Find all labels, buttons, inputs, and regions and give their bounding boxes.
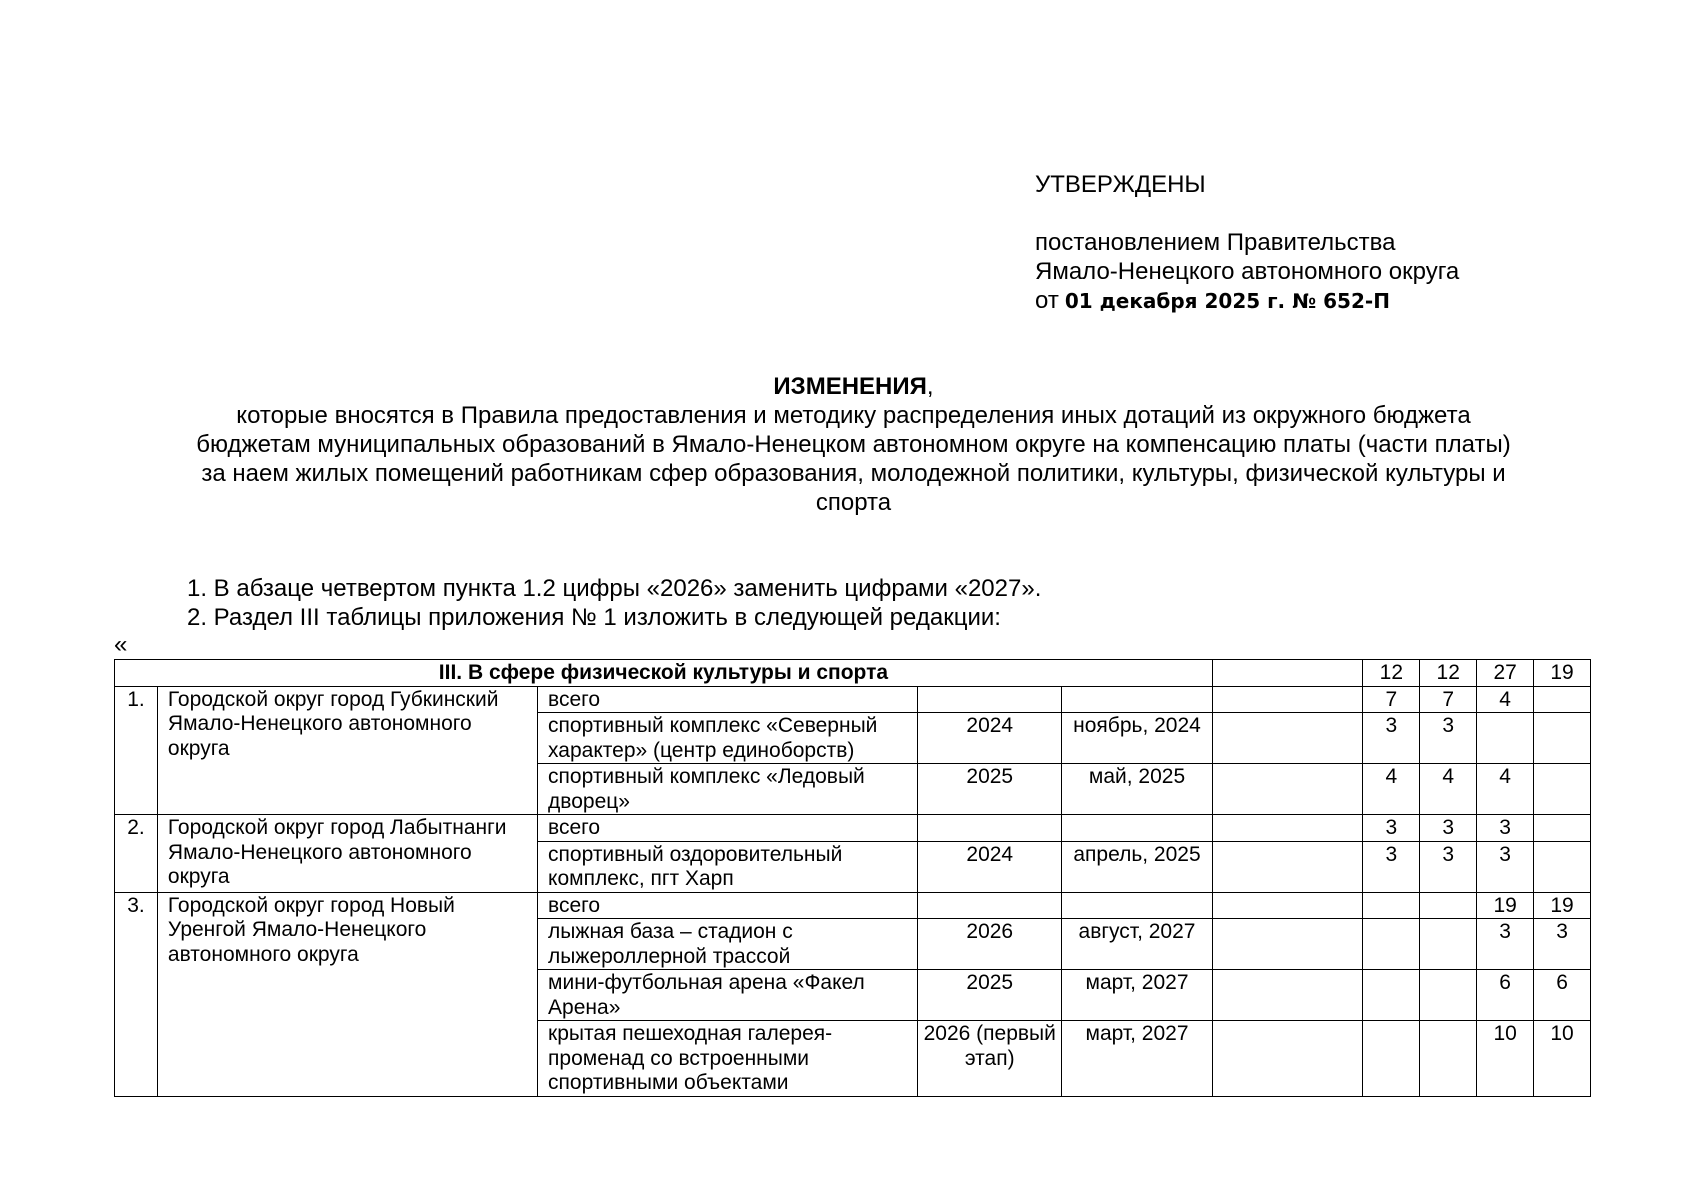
value-cell-2: 3 <box>1420 841 1477 892</box>
value-cell-4 <box>1534 815 1591 842</box>
object-name: лыжная база – стадион с лыжероллерной трассой <box>538 919 918 970</box>
object-term: март, 2027 <box>1062 970 1213 1021</box>
object-year: 2025 <box>918 764 1062 815</box>
value-cell-4: 6 <box>1534 970 1591 1021</box>
approval-date-line <box>1035 286 1459 316</box>
blank-cell <box>1212 892 1363 919</box>
amendment-items <box>187 574 1041 632</box>
value-cell-1 <box>1363 1021 1420 1097</box>
value-cell-4 <box>1534 713 1591 764</box>
blank-cell <box>1212 970 1363 1021</box>
heading-line-4: спорта <box>815 489 892 516</box>
table-row <box>115 686 1591 713</box>
value-cell-2 <box>1420 970 1477 1021</box>
object-term: май, 2025 <box>1062 764 1213 815</box>
section-header-row <box>115 660 1591 687</box>
municipality-name: Городской округ город Губкинский Ямало-Ненецкого автономного округа <box>157 686 537 815</box>
blank-cell <box>1212 1021 1363 1097</box>
object-term: август, 2027 <box>1062 919 1213 970</box>
approval-block <box>1035 170 1459 316</box>
heading-line-2: бюджетам муниципальных образований в Ямало-Ненецком автономном округе на компенсацию платы (части платы) <box>196 431 1511 458</box>
object-term: март, 2027 <box>1062 1021 1213 1097</box>
amendment-item-2: 2. Раздел III таблицы приложения № 1 изложить в следующей редакции: <box>187 604 1001 631</box>
value-cell-1: 7 <box>1363 686 1420 713</box>
object-year <box>918 686 1062 713</box>
document-heading <box>100 372 1607 517</box>
section-value-2: 12 <box>1420 660 1477 687</box>
amendment-item-1: 1. В абзаце четвертом пункта 1.2 цифры «2026» заменить цифрами «2027». <box>187 575 1042 602</box>
table-row <box>115 892 1591 919</box>
value-cell-4: 19 <box>1534 892 1591 919</box>
municipality-name: Городской округ город Новый Уренгой Ямало-Ненецкого автономного округа <box>157 892 537 1096</box>
municipality-name: Городской округ город Лабытнанги Ямало-Ненецкого автономного округа <box>157 815 537 893</box>
blank-cell <box>1212 713 1363 764</box>
value-cell-3: 4 <box>1477 686 1534 713</box>
section-title: III. В сфере физической культуры и спорта <box>115 660 1213 687</box>
value-cell-4 <box>1534 764 1591 815</box>
object-name: всего <box>538 686 918 713</box>
section-value-4: 19 <box>1534 660 1591 687</box>
value-cell-1: 3 <box>1363 815 1420 842</box>
value-cell-1 <box>1363 970 1420 1021</box>
value-cell-4: 3 <box>1534 919 1591 970</box>
value-cell-1: 4 <box>1363 764 1420 815</box>
object-name: спортивный комплекс «Северный характер» (центр единоборств) <box>538 713 918 764</box>
value-cell-3: 3 <box>1477 919 1534 970</box>
object-term <box>1062 815 1213 842</box>
date-prefix: от <box>1035 287 1059 314</box>
blank-cell <box>1212 686 1363 713</box>
value-cell-3: 19 <box>1477 892 1534 919</box>
value-cell-2: 7 <box>1420 686 1477 713</box>
object-name: всего <box>538 892 918 919</box>
object-name: спортивный комплекс «Ледовый дворец» <box>538 764 918 815</box>
object-year: 2026 (первый этап) <box>918 1021 1062 1097</box>
heading-title: ИЗМЕНЕНИЯ <box>773 373 927 400</box>
object-term: апрель, 2025 <box>1062 841 1213 892</box>
value-cell-1 <box>1363 919 1420 970</box>
heading-line-1: которые вносятся в Правила предоставления и методику распределения иных дотаций из окружного бюджета <box>236 402 1471 429</box>
value-cell-2 <box>1420 892 1477 919</box>
value-cell-3 <box>1477 713 1534 764</box>
value-cell-2: 4 <box>1420 764 1477 815</box>
object-year: 2024 <box>918 841 1062 892</box>
object-name: мини-футбольная арена «Факел Арена» <box>538 970 918 1021</box>
value-cell-3: 4 <box>1477 764 1534 815</box>
object-year: 2024 <box>918 713 1062 764</box>
blank-cell <box>1212 919 1363 970</box>
empty-cell <box>1212 660 1363 687</box>
value-cell-4: 10 <box>1534 1021 1591 1097</box>
value-cell-3: 3 <box>1477 841 1534 892</box>
section-value-1: 12 <box>1363 660 1420 687</box>
opening-quote: « <box>114 631 128 658</box>
heading-title-comma: , <box>926 373 934 400</box>
sports-section-table <box>114 659 1591 1097</box>
object-name: всего <box>538 815 918 842</box>
approval-line-1: постановлением Правительства <box>1035 229 1396 256</box>
value-cell-4 <box>1534 686 1591 713</box>
value-cell-3: 3 <box>1477 815 1534 842</box>
value-cell-3: 6 <box>1477 970 1534 1021</box>
object-year <box>918 892 1062 919</box>
group-number: 3. <box>115 892 158 1096</box>
value-cell-1: 3 <box>1363 841 1420 892</box>
value-cell-1: 3 <box>1363 713 1420 764</box>
value-cell-2: 3 <box>1420 815 1477 842</box>
object-term <box>1062 892 1213 919</box>
decree-date-number: 01 декабря 2025 г. № 652-П <box>1064 289 1390 313</box>
object-year: 2025 <box>918 970 1062 1021</box>
section-value-3: 27 <box>1477 660 1534 687</box>
blank-cell <box>1212 841 1363 892</box>
value-cell-4 <box>1534 841 1591 892</box>
value-cell-1 <box>1363 892 1420 919</box>
approval-line-2: Ямало-Ненецкого автономного округа <box>1035 258 1460 285</box>
value-cell-2 <box>1420 1021 1477 1097</box>
object-term: ноябрь, 2024 <box>1062 713 1213 764</box>
object-name: спортивный оздоровительный комплекс, пгт Харп <box>538 841 918 892</box>
object-term <box>1062 686 1213 713</box>
object-year <box>918 815 1062 842</box>
value-cell-3: 10 <box>1477 1021 1534 1097</box>
approved-label: УТВЕРЖДЕНЫ <box>1035 171 1206 198</box>
value-cell-2 <box>1420 919 1477 970</box>
object-year: 2026 <box>918 919 1062 970</box>
heading-line-3: за наем жилых помещений работникам сфер образования, молодежной политики, культуры, физической культуры и <box>201 460 1506 487</box>
blank-cell <box>1212 815 1363 842</box>
group-number: 2. <box>115 815 158 893</box>
value-cell-2: 3 <box>1420 713 1477 764</box>
heading-title-line <box>100 372 1607 401</box>
group-number: 1. <box>115 686 158 815</box>
object-name: крытая пешеходная галерея-променад со встроенными спортивными объектами <box>538 1021 918 1097</box>
table-row <box>115 815 1591 842</box>
blank-cell <box>1212 764 1363 815</box>
